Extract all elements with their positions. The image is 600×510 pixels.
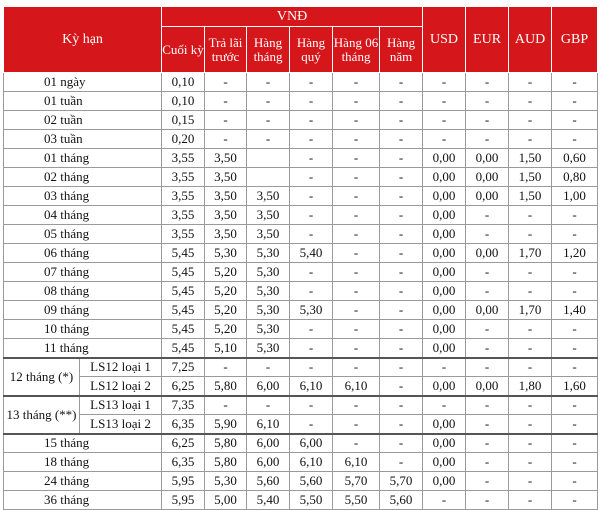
rate-cell: 7,35 <box>162 396 205 415</box>
rate-cell: - <box>466 339 509 358</box>
rate-cell: - <box>380 320 423 339</box>
rate-cell: - <box>466 73 509 92</box>
rate-cell: 3,55 <box>162 206 205 225</box>
rate-cell: - <box>466 491 509 510</box>
rate-cell: 6,00 <box>247 434 290 453</box>
rate-cell: - <box>423 111 466 130</box>
rate-cell: 0,10 <box>162 92 205 111</box>
rate-cell: - <box>509 73 552 92</box>
rate-cell: - <box>423 130 466 149</box>
term-label: 18 tháng <box>4 453 162 472</box>
rate-cell: 1,40 <box>552 301 598 320</box>
table-row <box>4 244 598 263</box>
rate-cell: 5,60 <box>247 472 290 491</box>
table-row <box>4 377 598 396</box>
rate-cell: 1,50 <box>509 187 552 206</box>
rate-cell: - <box>333 396 380 415</box>
rate-cell: - <box>380 377 423 396</box>
rate-cell: - <box>552 282 598 301</box>
rate-cell: - <box>509 225 552 244</box>
rate-cell: - <box>333 130 380 149</box>
term-label: 01 ngày <box>4 73 162 92</box>
rate-cell: 6,10 <box>333 453 380 472</box>
rate-cell: 0,00 <box>466 149 509 168</box>
rate-cell: 5,00 <box>205 491 247 510</box>
term-label: 10 tháng <box>4 320 162 339</box>
rate-cell: 0,00 <box>423 434 466 453</box>
header-hang-06-thang: Hàng 06 tháng <box>333 27 380 73</box>
table-row <box>4 320 598 339</box>
rate-cell: 0,00 <box>466 377 509 396</box>
rate-cell: 6,00 <box>290 434 333 453</box>
rate-cell: - <box>205 92 247 111</box>
rate-cell: 0,00 <box>423 320 466 339</box>
rate-cell: 0,20 <box>162 130 205 149</box>
term-label: 03 tháng <box>4 187 162 206</box>
rate-cell: 0,00 <box>423 168 466 187</box>
rate-cell: 6,10 <box>247 415 290 434</box>
table-row <box>4 149 598 168</box>
table-row <box>4 339 598 358</box>
rate-cell: - <box>552 130 598 149</box>
term-label: 07 tháng <box>4 263 162 282</box>
term-sub-label: LS13 loại 2 <box>80 415 162 434</box>
table-row <box>4 187 598 206</box>
rate-cell: - <box>247 111 290 130</box>
table-row <box>4 263 598 282</box>
table-row <box>4 434 598 453</box>
rate-cell: - <box>552 73 598 92</box>
rate-cell: - <box>509 396 552 415</box>
rate-cell: - <box>466 282 509 301</box>
rate-cell: 0,00 <box>423 149 466 168</box>
rate-cell: 5,30 <box>247 263 290 282</box>
rate-cell: - <box>247 396 290 415</box>
rate-cell: - <box>333 263 380 282</box>
rate-cell: - <box>380 225 423 244</box>
rate-cell: - <box>380 396 423 415</box>
rate-cell: - <box>509 434 552 453</box>
rate-cell: - <box>466 415 509 434</box>
rate-cell: 5,95 <box>162 472 205 491</box>
term-group-label: 12 tháng (*) <box>4 358 80 396</box>
rate-cell: - <box>290 149 333 168</box>
rate-cell: - <box>333 225 380 244</box>
table-row <box>4 358 598 377</box>
rate-cell: - <box>552 434 598 453</box>
rate-cell: - <box>423 396 466 415</box>
rate-cell: 5,30 <box>205 244 247 263</box>
rate-cell: 3,55 <box>162 168 205 187</box>
rate-cell: - <box>380 187 423 206</box>
rate-cell: 5,30 <box>247 282 290 301</box>
table-row <box>4 206 598 225</box>
rate-cell: - <box>247 358 290 377</box>
rate-cell <box>247 168 290 187</box>
rate-cell: - <box>509 263 552 282</box>
rate-cell: - <box>333 187 380 206</box>
table-row <box>4 472 598 491</box>
rate-cell: - <box>466 320 509 339</box>
rate-cell: 1,80 <box>509 377 552 396</box>
rate-cell: 5,30 <box>247 301 290 320</box>
term-label: 11 tháng <box>4 339 162 358</box>
rate-cell: 5,20 <box>205 282 247 301</box>
term-sub-label: LS13 loại 1 <box>80 396 162 415</box>
rate-cell: 5,60 <box>380 491 423 510</box>
rate-cell: - <box>333 320 380 339</box>
rate-cell: - <box>423 491 466 510</box>
rate-cell: - <box>509 415 552 434</box>
term-label: 24 tháng <box>4 472 162 491</box>
rate-cell: 3,50 <box>205 187 247 206</box>
rate-cell: 1,50 <box>509 149 552 168</box>
table-row <box>4 130 598 149</box>
term-label: 04 tháng <box>4 206 162 225</box>
rate-cell: 5,45 <box>162 263 205 282</box>
rate-cell: 5,45 <box>162 282 205 301</box>
rate-cell: - <box>205 73 247 92</box>
table-row <box>4 396 598 415</box>
rate-cell: - <box>290 168 333 187</box>
rate-cell: - <box>380 206 423 225</box>
rate-cell: - <box>509 92 552 111</box>
rate-cell: 5,90 <box>205 415 247 434</box>
rate-cell: 0,00 <box>423 206 466 225</box>
rate-cell: - <box>333 244 380 263</box>
rate-cell: - <box>552 339 598 358</box>
table-row <box>4 282 598 301</box>
table-row <box>4 415 598 434</box>
rate-cell: - <box>333 434 380 453</box>
rate-cell: 5,20 <box>205 320 247 339</box>
table-row <box>4 111 598 130</box>
rate-cell: 5,95 <box>162 491 205 510</box>
rate-cell: 5,40 <box>290 244 333 263</box>
rate-cell: 5,45 <box>162 301 205 320</box>
rate-cell <box>247 149 290 168</box>
term-label: 05 tháng <box>4 225 162 244</box>
rate-cell: - <box>380 244 423 263</box>
rate-cell: 5,80 <box>205 434 247 453</box>
rate-cell: 0,00 <box>423 377 466 396</box>
rate-cell: 0,10 <box>162 73 205 92</box>
rate-cell: - <box>466 472 509 491</box>
rate-cell: - <box>333 415 380 434</box>
rate-cell: - <box>509 472 552 491</box>
rate-cell: 1,50 <box>509 168 552 187</box>
rate-cell: 5,30 <box>247 339 290 358</box>
rate-cell: 6,10 <box>333 377 380 396</box>
rate-cell: 7,25 <box>162 358 205 377</box>
rate-cell: - <box>290 92 333 111</box>
term-label: 06 tháng <box>4 244 162 263</box>
rate-cell: - <box>552 358 598 377</box>
rate-cell: 3,50 <box>205 206 247 225</box>
rate-cell: - <box>205 396 247 415</box>
rate-cell: - <box>552 320 598 339</box>
rate-cell: - <box>552 225 598 244</box>
rate-cell: 6,00 <box>247 453 290 472</box>
rate-cell: 6,10 <box>290 453 333 472</box>
rate-cell: - <box>552 92 598 111</box>
rate-cell: 5,45 <box>162 320 205 339</box>
rate-cell: - <box>333 149 380 168</box>
rate-cell: - <box>380 111 423 130</box>
rate-cell: - <box>205 130 247 149</box>
rate-cell: - <box>380 263 423 282</box>
rate-cell: - <box>290 282 333 301</box>
rate-cell: 0,15 <box>162 111 205 130</box>
rate-cell: 0,00 <box>466 187 509 206</box>
term-label: 01 tuần <box>4 92 162 111</box>
rate-cell: 0,00 <box>423 263 466 282</box>
rate-cell: 5,50 <box>333 491 380 510</box>
rate-cell: 0,00 <box>423 339 466 358</box>
rate-cell: - <box>423 358 466 377</box>
rate-cell: 3,55 <box>162 149 205 168</box>
rate-cell: - <box>247 92 290 111</box>
rate-cell: 5,80 <box>205 453 247 472</box>
header-term: Kỳ hạn <box>4 7 162 73</box>
rate-cell: - <box>380 415 423 434</box>
rate-cell: - <box>333 282 380 301</box>
header-hang-thang: Hàng tháng <box>247 27 290 73</box>
rate-cell: 3,55 <box>162 187 205 206</box>
rate-cell: 3,50 <box>205 168 247 187</box>
rate-cell: - <box>380 301 423 320</box>
rate-cell: - <box>509 320 552 339</box>
rate-cell: - <box>380 358 423 377</box>
rate-cell: - <box>380 130 423 149</box>
rate-cell: 3,50 <box>247 187 290 206</box>
rate-cell: 5,80 <box>205 377 247 396</box>
rate-cell: - <box>552 111 598 130</box>
header-hang-quy: Hàng quý <box>290 27 333 73</box>
rate-cell: 5,70 <box>380 472 423 491</box>
rate-cell: 6,35 <box>162 415 205 434</box>
rate-cell: - <box>509 491 552 510</box>
rate-cell: 6,10 <box>290 377 333 396</box>
rate-cell: - <box>205 358 247 377</box>
term-sub-label: LS12 loại 1 <box>80 358 162 377</box>
table-row <box>4 73 598 92</box>
rate-cell: - <box>380 149 423 168</box>
rate-cell: - <box>290 130 333 149</box>
rate-cell: 0,00 <box>466 244 509 263</box>
rate-cell: 5,60 <box>290 472 333 491</box>
rate-cell: 1,00 <box>552 187 598 206</box>
rate-cell: 1,70 <box>509 301 552 320</box>
term-label: 02 tháng <box>4 168 162 187</box>
rate-cell: - <box>380 92 423 111</box>
rate-cell: 0,80 <box>552 168 598 187</box>
rate-cell: - <box>380 168 423 187</box>
rate-cell: - <box>552 263 598 282</box>
rate-cell: 0,00 <box>423 415 466 434</box>
table-row <box>4 168 598 187</box>
rate-cell: 6,25 <box>162 434 205 453</box>
rate-cell: - <box>466 396 509 415</box>
term-label: 09 tháng <box>4 301 162 320</box>
rate-cell: - <box>290 206 333 225</box>
rate-cell: 5,20 <box>205 263 247 282</box>
rate-cell: 5,30 <box>290 301 333 320</box>
rate-cell: - <box>247 73 290 92</box>
term-label: 03 tuần <box>4 130 162 149</box>
rate-cell: - <box>466 358 509 377</box>
rate-cell: - <box>552 453 598 472</box>
rate-cell: 0,00 <box>466 168 509 187</box>
header-usd: USD <box>423 7 466 73</box>
term-label: 36 tháng <box>4 491 162 510</box>
rate-cell: 1,20 <box>552 244 598 263</box>
interest-rate-table <box>3 6 598 510</box>
rate-cell: 5,30 <box>205 472 247 491</box>
rate-cell: - <box>290 73 333 92</box>
rate-cell: 0,00 <box>423 225 466 244</box>
header-gbp: GBP <box>552 7 598 73</box>
rate-cell: - <box>205 111 247 130</box>
rate-cell: - <box>290 187 333 206</box>
rate-cell: 3,55 <box>162 225 205 244</box>
table-row <box>4 301 598 320</box>
rate-cell: 5,40 <box>247 491 290 510</box>
term-label: 15 tháng <box>4 434 162 453</box>
rate-cell: - <box>552 206 598 225</box>
rate-cell: - <box>290 358 333 377</box>
rate-cell: 0,00 <box>423 244 466 263</box>
term-sub-label: LS12 loại 2 <box>80 377 162 396</box>
term-label: 02 tuần <box>4 111 162 130</box>
rate-cell: - <box>380 434 423 453</box>
rate-cell: 5,20 <box>205 301 247 320</box>
rate-cell: - <box>466 434 509 453</box>
header-vnd: VNĐ <box>162 7 423 27</box>
rate-cell: - <box>509 339 552 358</box>
rate-cell: - <box>466 225 509 244</box>
rate-cell: 5,30 <box>247 320 290 339</box>
table-row <box>4 453 598 472</box>
rate-cell: - <box>333 339 380 358</box>
term-group-label: 13 tháng (**) <box>4 396 80 434</box>
table-row <box>4 491 598 510</box>
rate-cell: - <box>333 301 380 320</box>
rate-cell: 3,50 <box>205 149 247 168</box>
rate-cell: - <box>509 282 552 301</box>
rate-cell: - <box>466 263 509 282</box>
rate-cell: 3,50 <box>247 206 290 225</box>
rate-cell: - <box>333 92 380 111</box>
rate-cell: 5,45 <box>162 339 205 358</box>
rate-cell: 3,50 <box>205 225 247 244</box>
rate-cell: - <box>552 491 598 510</box>
rate-cell: - <box>552 472 598 491</box>
rate-cell: 0,00 <box>423 301 466 320</box>
header-eur: EUR <box>466 7 509 73</box>
header-hang-nam: Hàng năm <box>380 27 423 73</box>
rate-cell: - <box>380 339 423 358</box>
rate-cell: - <box>466 453 509 472</box>
rate-cell: - <box>466 130 509 149</box>
rate-cell: 5,30 <box>247 244 290 263</box>
rate-cell: - <box>509 358 552 377</box>
rate-cell: - <box>290 415 333 434</box>
rate-cell: - <box>509 206 552 225</box>
header-cuoi-ky: Cuối kỳ <box>162 27 205 73</box>
rate-cell: - <box>333 111 380 130</box>
rate-cell: 0,00 <box>423 453 466 472</box>
rate-cell: - <box>509 453 552 472</box>
rate-cell: 6,00 <box>247 377 290 396</box>
rate-cell: - <box>552 415 598 434</box>
rate-cell: 5,50 <box>290 491 333 510</box>
table-row <box>4 92 598 111</box>
rate-cell: 5,70 <box>333 472 380 491</box>
rate-cell: - <box>290 263 333 282</box>
rate-cell: 0,00 <box>423 472 466 491</box>
rate-cell: - <box>466 206 509 225</box>
rate-cell: - <box>423 92 466 111</box>
rate-cell: - <box>333 168 380 187</box>
rate-cell: - <box>380 282 423 301</box>
rate-cell: - <box>290 339 333 358</box>
rate-cell: 1,70 <box>509 244 552 263</box>
rate-cell: - <box>423 73 466 92</box>
rate-cell: 0,00 <box>423 282 466 301</box>
rate-cell: - <box>509 130 552 149</box>
rate-cell: - <box>290 111 333 130</box>
header-aud: AUD <box>509 7 552 73</box>
rate-cell: 5,45 <box>162 244 205 263</box>
rate-cell: - <box>333 73 380 92</box>
rate-cell: 5,10 <box>205 339 247 358</box>
rate-cell: 0,60 <box>552 149 598 168</box>
rate-cell: - <box>333 206 380 225</box>
rate-cell: - <box>466 111 509 130</box>
rate-cell: - <box>290 320 333 339</box>
rate-cell: - <box>247 130 290 149</box>
rate-cell: 0,00 <box>466 301 509 320</box>
header-tra-lai-truoc: Trả lãi trước <box>205 27 247 73</box>
term-label: 01 tháng <box>4 149 162 168</box>
rate-cell: 3,50 <box>247 225 290 244</box>
rate-cell: 6,25 <box>162 377 205 396</box>
rate-cell: - <box>552 396 598 415</box>
rate-cell: - <box>290 396 333 415</box>
table-row <box>4 225 598 244</box>
rate-cell: - <box>333 358 380 377</box>
rate-cell: - <box>290 225 333 244</box>
rate-cell: - <box>466 92 509 111</box>
rate-cell: - <box>509 111 552 130</box>
term-label: 08 tháng <box>4 282 162 301</box>
rate-cell: 0,00 <box>423 187 466 206</box>
rate-cell: 6,35 <box>162 453 205 472</box>
rate-cell: 1,60 <box>552 377 598 396</box>
rate-cell: - <box>380 73 423 92</box>
rate-cell: - <box>380 453 423 472</box>
